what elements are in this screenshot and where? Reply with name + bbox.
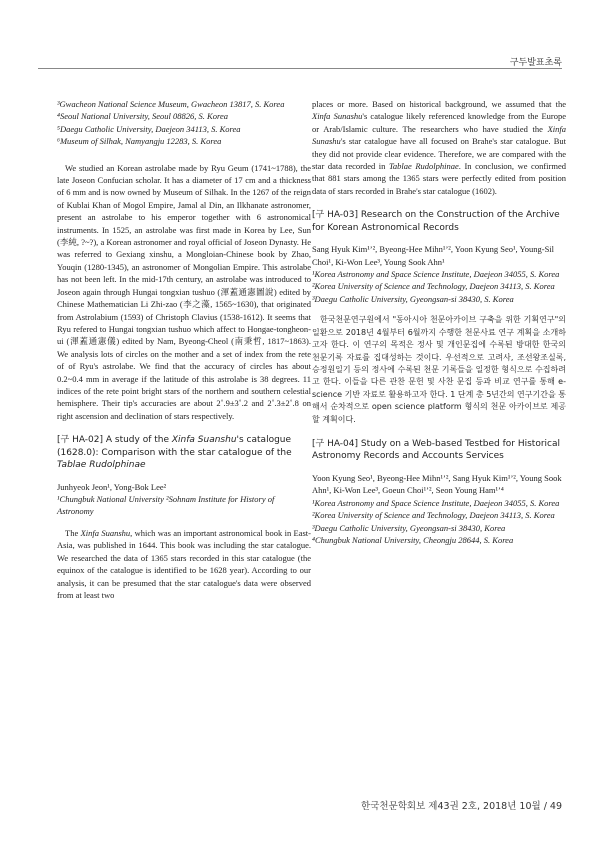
page-footer: 한국천문학회보 제43권 2호, 2018년 10월 / 49 bbox=[361, 801, 562, 812]
section-title-ha02: [구 HA-02] A study of the Xinfa Suanshu's catalogue (1628.0): Comparison with the star catalogue of the Tablae Rudolphinae bbox=[57, 435, 292, 471]
section-title-ha03: [구 HA-03] Research on the Construction of the Archive for Korean Astronomical Records bbox=[312, 210, 560, 233]
affiliation-line: ²Korea University of Science and Technology, Daejeon 34113, S. Korea bbox=[312, 510, 555, 521]
authors-ha04: Yoon Kyung Seo¹, Byeong-Hee Mihn¹ʼ², Sang Hyuk Kim¹ʼ², Young Sook Ahn¹, Ki-Won Lee³, Goeun Choi¹ʼ², Seon Young Ham¹ʼ⁴ bbox=[312, 472, 562, 496]
abstract-ha01-body: We studied an Korean astrolabe made by Ryu Geum (1741~1788), the late Joseon Confucian scholar. It has a diameter of 17 cm and a thickness of 6 mm and is now owned by Museum of Silhak. In the 1267 of the reign of Kublai Khan of Mogol Empire, Jamal al Din, an Ilkhanate astronomer, present an astrolabe to his emperor together with 6 astronomical instruments. In 1525, an astrolabe was first made in Korea by Lee, Sun (李純, ?~?), a Korean astronomer and royal official of Joseon Dynasty. He was referred to Gexiang xinshu, a Mongloian-Chinese book by Zhao, Youqin (1280-1345), an astronomer of Mongolian Empire. This astrolabe has not been left. In the mid-17th century, an astrolabe was introduced to Joseon again through Hungai tongxian tushuo (渾蓋通憲圖說) edited by Chinese Mathematician Li Zhi-zao (李之藻, 1565~1630), that originated from Astrolabium (1593) of Christoph Clavius (1538-1612). It seems that Ryu refered to Hungai tongxian tushuo which affect to Hongae-tongheon-ui (渾蓋通憲儀) edited by Nam, Byeong-Cheol (南秉哲, 1817~1863). We analysis lots of circles on the mother and a set of index from the rete of of Ryu's astrolabe. We find that the accuracy of circles has about 0.2~0.4 mm in average if the latitude of this astrolabe is 38 degrees. 11 indices of the rete point bright stars of the northern and southern celestial hemisphere. Their tip's accuracies are about 2˚.9±3˚.2 and 2˚.3±2˚.8 on right ascension and declination of stars respectively. bbox=[57, 162, 311, 421]
right-column bbox=[312, 98, 566, 546]
affiliation-line: ³Daegu Catholic University, Gyeongsan-si 38430, Korea bbox=[312, 522, 506, 533]
affiliation-line: ⁵Daegu Catholic University, Daejeon 34113, S. Korea bbox=[57, 123, 241, 134]
affiliation-line: ¹Korea Astronomy and Space Science Institute, Daejeon 34055, S. Korea bbox=[312, 497, 560, 508]
affiliation-line: ²Korea University of Science and Technology, Daejeon 34113, S. Korea bbox=[312, 281, 555, 292]
affiliations-ha04 bbox=[312, 497, 566, 547]
abstract-ha02-body: The Xinfa Suanshu, which was an important astronomical book in East-Asia, was published in 1644. This book was including the star catalogue. We researched the data of 1365 stars recorded in this star catalogue (the equinox of the catalogue is identified to be 1628 year). According to our analysis, it can be presumed that the star catalogue's data were observed from at least two bbox=[57, 527, 311, 600]
authors-ha03: Sang Hyuk Kim¹ʼ², Byeong-Hee Mihn¹ʼ², Yoon Kyung Seo¹, Young-Sil Choi¹, Ki-Won Lee³, Young Sook Ahn¹ bbox=[312, 244, 555, 267]
page-header bbox=[0, 0, 600, 70]
authors-ha02: Junhyeok Jeon¹, Yong-Bok Lee² bbox=[57, 481, 167, 492]
section-title-ha04: [구 HA-04] Study on a Web-based Testbed for Historical Astronomy Records and Accounts Services bbox=[312, 438, 560, 462]
affiliations-ha03 bbox=[312, 268, 566, 305]
header-title: 구두발표초록 bbox=[509, 58, 562, 68]
affiliations-ha02: ¹Chungbuk National University ²Sohnam Institute for History of Astronomy bbox=[57, 494, 275, 517]
affiliation-line: ⁴Seoul National University, Seoul 08826, S. Korea bbox=[57, 111, 228, 122]
affiliation-line: ³Daegu Catholic University, Gyeongsan-si 38430, S. Korea bbox=[312, 293, 514, 304]
affiliation-line: ⁴Chungbuk National University, Cheongju 28644, S. Korea bbox=[312, 534, 514, 545]
left-column bbox=[57, 98, 311, 601]
affiliation-line: ³Gwacheon National Science Museum, Gwacheon 13817, S. Korea bbox=[57, 99, 285, 109]
abstract-ha03-body: 한국천문연구원에서 "동아시아 천문아카이브 구축을 위한 기획연구"의 일환으로 2018년 4월부터 6월까지 수행한 천문사료 연구 계획을 소개하고자 한다. 이 연구의 목적은 정사 및 개인문집에 수록된 방대한 한국의 천문기록 자료를 집대성하는 것이다. 우선적으로 고려사, 조선왕조실록, 승정원일기 등의 정사에 수록된 천문 기록들을 일정한 형식으로 수집하려고 한다. 이들을 다른 관찬 문헌 및 사찬 문집 등과 비교 연구를 통해 e-science 기반 자료로 활용하고자 한다. 1 단계 총 5년간의 연구기간을 통해서 순차적으로 open science platform 형식의 천문 아카이브로 제공할 계획이다. bbox=[312, 315, 566, 424]
affiliation-list bbox=[57, 98, 311, 148]
abstract-ha02-continued: places or more. Based on historical background, we assumed that the Xinfa Sunashu's catalogue likely referenced knowledge from the Europe or Arab/Islamic culture. The researchers who have studied the Xinfa Sunashu's star catalogue have all focused on Brahe's star catalogue. But they did not provide clear evidence. Therefore, we are compared with the star data recorded in Tablae Rudolphinae. In conclusion, we confirmed that 881 stars among the 1365 stars were perfectly edited from position data of stars recorded in Brahe's star catalogue (1602). bbox=[312, 99, 566, 196]
header-rule bbox=[38, 68, 562, 69]
affiliation-line: ¹Korea Astronomy and Space Science Institute, Daejeon 34055, S. Korea bbox=[312, 269, 560, 280]
affiliation-line: ⁶Museum of Silhak, Namyangju 12283, S. Korea bbox=[57, 136, 222, 147]
